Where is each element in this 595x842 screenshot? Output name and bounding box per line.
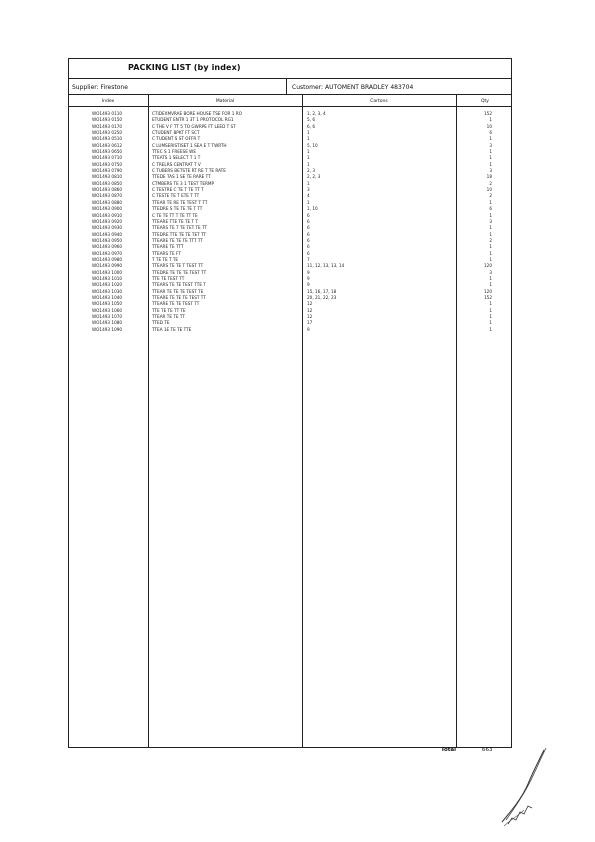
row-qty: 152	[484, 111, 492, 116]
row-qty: 2	[489, 237, 492, 243]
row-material: C LUMSERISTISET 1 SEA E T TWRTH	[152, 142, 227, 148]
row-cartons: 5, 6	[307, 117, 315, 123]
row-material: TTEARE TE TE TE TTT TT	[152, 237, 203, 243]
row-qty: 6	[489, 130, 492, 136]
row-qty: 120	[484, 263, 492, 269]
packing-list-rows	[0, 111, 595, 333]
row-cartons: 12	[307, 314, 313, 319]
row-qty: 18	[486, 174, 492, 180]
row-cartons: 2, 3	[307, 168, 315, 174]
row-index: WO1493 0810	[92, 174, 123, 180]
row-index: WO1493 1020	[92, 282, 123, 288]
row-material: C TESTE TE T ETE T TT	[152, 193, 200, 199]
row-material: TTEATS 1 SELECT T 1 T	[152, 155, 201, 161]
row-index: WO1493 0940	[92, 231, 123, 237]
row-index: WO1493 0970	[92, 250, 123, 256]
row-material: CTUDENT BPKT FT SCT	[152, 130, 200, 136]
row-cartons: 1	[307, 130, 310, 136]
title-divider	[68, 78, 512, 79]
customer-label: Customer: AUTOMENT BRADLEY 483704	[292, 84, 414, 91]
row-index: WO1493 1090	[92, 326, 123, 332]
row-qty: 3	[489, 218, 492, 224]
row-cartons: 12	[307, 301, 313, 307]
row-material: TTEARE TE TE TEST TT	[152, 301, 200, 307]
row-material: TTEARE TE TE TE TEST TT	[152, 294, 206, 300]
supplier-divider	[68, 94, 512, 95]
row-qty: 2	[489, 180, 492, 186]
row-index: WO1493 0860	[92, 187, 123, 193]
row-qty: 3	[489, 142, 492, 148]
row-qty: 1	[489, 282, 492, 288]
row-cartons: 9	[307, 275, 310, 281]
row-qty: 1	[489, 250, 492, 256]
row-material: TTEDRE S TE TE TE T TT	[152, 206, 203, 212]
row-index: WO1493 0612	[92, 142, 123, 148]
row-qty: 1	[489, 301, 492, 307]
signature-scribble	[498, 740, 558, 830]
row-material: TTE TE TEST TT	[152, 275, 185, 281]
row-cartons: 3	[307, 187, 310, 193]
row-index: WO1493 0250	[92, 130, 123, 136]
row-qty: 120	[484, 288, 492, 294]
column-header-index: Index	[101, 99, 115, 104]
row-index: WO1493 0960	[92, 244, 123, 250]
row-material: C TRELRS CENTRAT T V	[152, 161, 201, 167]
row-material: C TE TE TT T TE TT TE	[152, 212, 198, 218]
row-qty: 152	[484, 294, 492, 300]
row-cartons: 6	[307, 218, 310, 224]
column-header-qty: Qty	[481, 99, 489, 104]
row-qty: 1	[489, 161, 492, 167]
row-index: WO1493 1070	[92, 314, 123, 319]
row-cartons: 1	[307, 180, 310, 186]
row-index: WO1493 0980	[92, 256, 123, 262]
row-material: TTEARE TTE TE TE T T	[152, 218, 198, 224]
row-index: WO1493 1060	[92, 307, 123, 313]
row-material: C TUDENT S ST OFFR T	[152, 136, 201, 142]
row-cartons: 11, 12, 13, 13, 14	[307, 263, 345, 269]
row-material: TTED TE	[152, 320, 170, 326]
row-cartons: 6	[307, 212, 310, 218]
column-header-material: Material	[215, 99, 235, 104]
row-index: WO1493 0870	[92, 193, 123, 199]
row-index: WO1493 1030	[92, 288, 123, 294]
row-index: WO1493 0950	[92, 237, 123, 243]
row-material: TTE TE TE TT TE	[152, 307, 186, 313]
row-cartons: 1, 2, 3, 4	[307, 111, 326, 116]
row-qty: 1	[489, 314, 492, 319]
supplier-customer-divider	[286, 78, 287, 94]
row-index: WO1493 1010	[92, 275, 123, 281]
row-index: WO1493 0510	[92, 136, 123, 142]
row-index: WO1493 0710	[92, 155, 123, 161]
row-index: WO1493 0790	[92, 168, 123, 174]
row-qty: 1	[489, 244, 492, 250]
row-cartons: 6, 6	[307, 123, 315, 129]
supplier-label: Supplier: Firestone	[72, 84, 128, 91]
row-cartons: 9	[307, 326, 310, 332]
header-divider	[68, 106, 512, 107]
row-cartons: 6	[307, 250, 310, 256]
row-index: WO1493 0750	[92, 161, 123, 167]
row-qty: 1	[489, 326, 492, 332]
row-qty: 1	[489, 155, 492, 161]
row-qty: 3	[489, 168, 492, 174]
row-index: WO1493 1000	[92, 269, 123, 275]
row-cartons: 17	[307, 320, 313, 326]
row-cartons: 7	[307, 256, 310, 262]
total-label: Total	[441, 747, 457, 753]
row-material: T TE TE T TE	[152, 256, 179, 262]
row-material: TTEAR TE TE TE TEST TE	[152, 288, 204, 294]
row-index: WO1493 0150	[92, 117, 123, 123]
total-value: 663	[482, 747, 493, 753]
row-cartons: 5, 10	[307, 142, 318, 148]
row-cartons: 9	[307, 269, 310, 275]
row-material: C TUBERS BETSTE RT RE T TE RATE	[152, 168, 226, 174]
row-qty: 1	[489, 320, 492, 326]
row-index: WO1493 0990	[92, 263, 123, 269]
row-qty: 1	[489, 117, 492, 123]
row-index: WO1493 1050	[92, 301, 123, 307]
row-qty: 10	[486, 187, 492, 193]
row-index: WO1493 1040	[92, 294, 123, 300]
row-index: WO1493 0880	[92, 199, 123, 205]
row-material: TTEDRE TTE TE TE TET TT	[152, 231, 207, 237]
row-cartons: 20, 21, 22, 23	[307, 294, 337, 300]
row-qty: 1	[489, 136, 492, 142]
row-material: TTEARS TE FT	[152, 250, 181, 256]
row-qty: 1	[489, 231, 492, 237]
row-cartons: 6	[307, 237, 310, 243]
row-qty: 1	[489, 225, 492, 231]
row-qty: 3	[489, 269, 492, 275]
column-header-cartons: Cartons	[370, 99, 388, 104]
row-material: CTIDEXMVRAE BORE HOUSE TSE FOR 1 RO	[152, 111, 242, 116]
row-cartons: 6	[307, 231, 310, 237]
row-qty: 1	[489, 307, 492, 313]
row-index: WO1493 0650	[92, 149, 123, 155]
row-cartons: 1	[307, 155, 310, 161]
row-material: TTEDRE TE TE TE TEST TT	[152, 269, 207, 275]
row-cartons: 1	[307, 199, 310, 205]
row-index: WO1493 0910	[92, 212, 123, 218]
row-qty: 1	[489, 212, 492, 218]
row-material: TTEARS TE T TE TET TE TT	[152, 225, 208, 231]
row-index: WO1493 0920	[92, 218, 123, 224]
row-material: C THE V F TT 5 TO GWRPE FT LEED T ST	[152, 123, 236, 129]
row-cartons: 1, 10	[307, 206, 318, 212]
row-qty: 6	[489, 206, 492, 212]
row-qty: 1	[489, 149, 492, 155]
row-material: TTEC S 1 FREESE WE	[152, 149, 196, 155]
row-material: TTEARS TE TE T TEST TT	[152, 263, 204, 269]
row-cartons: 2, 2, 3	[307, 174, 321, 180]
row-material: TTEAR TE RE TE TEST T TT	[152, 199, 208, 205]
row-material: CTMBERS TE 3 1 TEST TERMP	[152, 180, 215, 186]
page-title: PACKING LIST (by index)	[128, 63, 241, 72]
row-index: WO1493 0930	[92, 225, 123, 231]
row-material: C TESTRE C TE T TE TT T	[152, 187, 204, 193]
row-cartons: 1	[307, 149, 310, 155]
row-index: WO1493 0170	[92, 123, 123, 129]
row-index: WO1493 1080	[92, 320, 123, 326]
row-index: WO1493 0850	[92, 180, 123, 186]
row-cartons: 12	[307, 307, 313, 313]
row-qty: 10	[486, 123, 492, 129]
row-qty: 2	[489, 193, 492, 199]
row-material: ETUDENT ENTR 1 3T 1 PROTOCOL RG1	[152, 117, 234, 123]
row-cartons: 15, 16, 17, 18	[307, 288, 337, 294]
row-material: TTEARS TE TE TEST TTE T	[152, 282, 206, 288]
row-cartons: 4	[307, 193, 310, 199]
row-qty: 1	[489, 199, 492, 205]
row-qty: 1	[489, 275, 492, 281]
row-material: TTEAR TE TE TT	[152, 314, 185, 319]
row-cartons: 6	[307, 244, 310, 250]
table-row	[0, 327, 595, 333]
row-cartons: 1	[307, 161, 310, 167]
row-index: WO1493 0900	[92, 206, 123, 212]
row-material: TTEA 1E TE TE TTE	[152, 326, 192, 332]
row-cartons: 1	[307, 136, 310, 142]
row-index: WO1493 0110	[92, 111, 123, 116]
row-cartons: 9	[307, 282, 310, 288]
row-cartons: 6	[307, 225, 310, 231]
row-material: TTEARE TE TTT	[152, 244, 184, 250]
row-qty: 1	[489, 256, 492, 262]
row-material: TTEDE TAS 1 SE TE RARE TT	[152, 174, 211, 180]
